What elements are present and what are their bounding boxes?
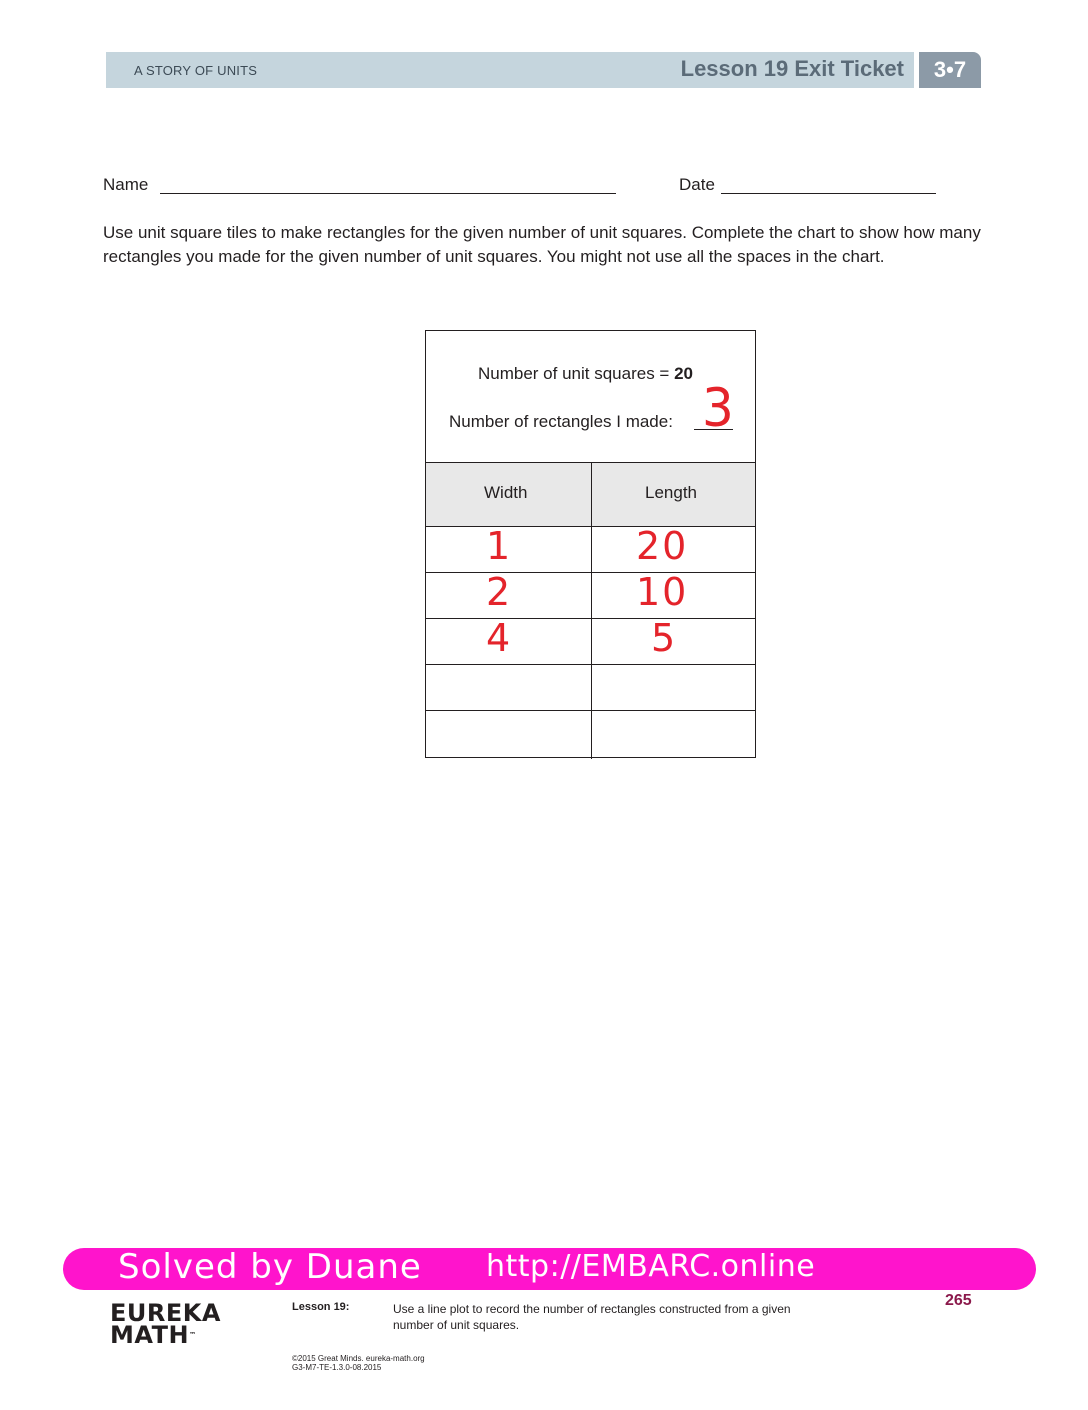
width-cell[interactable]: 1 [486, 524, 511, 568]
date-label: Date [679, 175, 715, 194]
logo-line-1: EUREKA [110, 1299, 221, 1327]
series-title: A STORY OF UNITS [134, 63, 258, 78]
copyright-line: ©2015 Great Minds. eureka-math.org [292, 1354, 425, 1363]
rectangles-answer: 3 [702, 377, 734, 439]
length-header: Length [645, 483, 697, 502]
length-cell[interactable]: 5 [651, 616, 678, 660]
lesson-title: Lesson 19 Exit Ticket [680, 56, 904, 81]
units-line [478, 364, 693, 384]
embarc-link[interactable]: http://EMBARC.online [486, 1249, 816, 1284]
chart-header-box [426, 331, 755, 463]
logo-line-2: MATH [110, 1321, 190, 1349]
length-cell[interactable]: 20 [636, 524, 689, 568]
grade-module-badge: 3•7 [919, 52, 981, 88]
footer-lesson-label: Lesson 19: [292, 1301, 350, 1313]
solved-by-text: Solved by Duane [118, 1247, 422, 1287]
width-cell[interactable]: 2 [486, 570, 511, 614]
column-divider [591, 463, 592, 759]
footer-lesson-description: Use a line plot to record the number of rectangles constructed from a given number of unit squares. [393, 1302, 791, 1332]
length-cell[interactable]: 10 [636, 570, 689, 614]
copyright [292, 1354, 425, 1372]
name-field[interactable] [160, 193, 616, 194]
eureka-math-logo [110, 1299, 221, 1349]
logo-trademark: ™ [189, 1331, 197, 1339]
units-value: 20 [674, 364, 693, 383]
width-header: Width [484, 483, 528, 502]
width-cell[interactable]: 4 [486, 616, 511, 660]
name-label: Name [103, 175, 149, 194]
date-field[interactable] [721, 193, 936, 194]
instructions: Use unit square tiles to make rectangles for the given number of unit squares. Complete the chart to show how many rectangles you made for the given number of unit squares. You might not use all the spaces in the chart. [103, 223, 981, 266]
version-code: G3-M7-TE-1.3.0-08.2015 [292, 1363, 382, 1372]
units-label: Number of unit squares = [478, 364, 675, 383]
page-number: 265 [945, 1292, 972, 1309]
rectangles-label: Number of rectangles I made: [449, 412, 673, 431]
rectangles-chart [425, 330, 756, 758]
